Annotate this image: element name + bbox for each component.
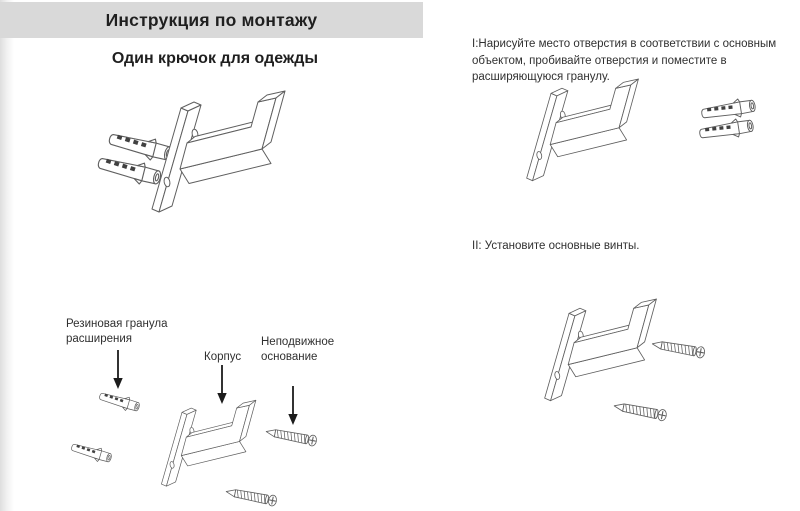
plug-icon [96, 152, 163, 188]
step-1-instruction: I:Нарисуйте место отверстия в соответствии с основным объектом, пробивайте отверстия и поместите в расширяющуюся гранулу. [472, 38, 777, 83]
figure-step2-hook-and-screws [545, 299, 706, 421]
plug-icon [107, 128, 174, 164]
leader-arrow-plug [113, 350, 122, 389]
leader-arrow-body [217, 365, 226, 404]
screw-icon [651, 338, 705, 358]
plug-icon [700, 96, 756, 122]
figure-step1-hook-and-plugs [527, 79, 757, 181]
page-subtitle: Один крючок для одежды [111, 50, 319, 67]
screw-icon [613, 400, 667, 421]
label-hook-body: Корпус [204, 351, 242, 363]
label-expansion-plug: Резиновая гранула расширения [66, 318, 168, 345]
leader-arrow-base [288, 386, 297, 425]
hook-icon [161, 400, 255, 486]
hook-icon [152, 91, 285, 212]
plug-icon [70, 440, 113, 465]
hook-icon [545, 299, 657, 401]
plug-icon [98, 389, 141, 414]
hook-icon [527, 79, 639, 181]
figure-hook-with-plugs [96, 91, 285, 212]
screw-icon [225, 486, 277, 506]
screw-icon [265, 426, 317, 446]
page-title: Инструкция по монтажу [105, 9, 318, 30]
label-fixed-base: Неподвижное основание [261, 336, 335, 363]
plug-icon [698, 116, 754, 142]
figure-exploded-parts [70, 350, 317, 507]
step-2-instruction: II: Установите основные винты. [472, 240, 640, 252]
